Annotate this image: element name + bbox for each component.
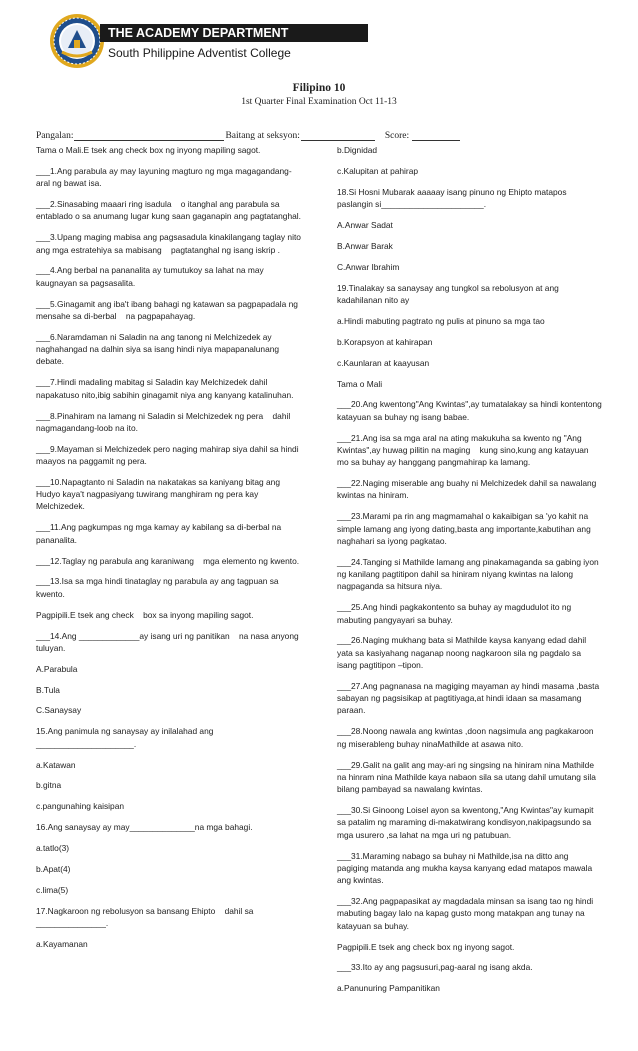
exam-item: ___30.Si Ginoong Loisel ayon sa kwentong,"Ang Kwintas"ay kumapit sa patalim ng maraming di-makatwirang kondisyon,nakipagsundo sa mga usurero ,sa lahat na mga uri ng patubuan. (337, 805, 596, 840)
exam-subtitle: 1st Quarter Final Examination Oct 11-13 (241, 97, 397, 107)
exam-item: B.Anwar Barak (337, 240, 393, 251)
school-header (48, 12, 608, 70)
exam-item: ___1.Ang parabula ay may layuning magturo ng mga magagandang-aral ng bawat isa. (36, 165, 292, 189)
exam-item: ___6.Naramdaman ni Saladin na ang tanong ni Melchizedek ay naghahangad na dalhin siya sa isang hindi niya mapapanalunang debate. (36, 331, 282, 367)
exam-item: ___33.Ito ay ang pagsusuri,pag-aaral ng isang akda. (337, 962, 533, 973)
exam-item: ___32.Ang pagpapasikat ay magdadala minsan sa isang tao ng hindi mabuting bagay lalo na kapag gusto mong matakpan ang tunay na katayuan sa buhay. (337, 896, 596, 931)
exam-item: 19.Tinalakay sa sanaysay ang tungkol sa rebolusyon at ang kadahilanan nito ay (337, 282, 562, 305)
exam-item: A.Anwar Sadat (337, 219, 393, 230)
exam-item: b.Apat(4) (36, 864, 71, 875)
exam-item: ___2.Sinasabing maaari ring isadula o itanghal ang parabula sa entablado o sa anumang lugar kung saan gaganapin ang pagtatanghal. (36, 199, 301, 222)
exam-item: Tama o Mali.E tsek ang check box ng inyong mapiling sagot. (36, 145, 261, 155)
exam-item: c.Kaunlaran at kaayusan (337, 357, 430, 368)
exam-item: ___9.Mayaman si Melchizedek pero naging mahirap siya dahil sa hindi maayos na paggamit ng pera. (36, 443, 301, 466)
score-blank[interactable] (412, 130, 460, 141)
exam-item: ___13.Isa sa mga hindi tinataglay ng parabula ay ang tagpuan sa kwento. (36, 576, 281, 599)
exam-item: ___4.Ang berbal na pananalita ay tumutukoy sa lahat na may kaugnayan sa pagsasalita. (36, 265, 267, 288)
exam-item: ___12.Taglay ng parabula ang karaniwang mga elemento ng kwento. (36, 555, 300, 566)
exam-item: ___8.Pinahiram na lamang ni Saladin si Melchizedek ng pera dahil nagmagandang-loob na ito. (36, 410, 293, 433)
section-label: Baitang at seksyon: (225, 131, 300, 141)
department-name: THE ACADEMY DEPARTMENT (100, 24, 368, 42)
exam-item: c.pangunahing kaisipan (36, 801, 125, 812)
exam-item: ___31.Maraming nabago sa buhay ni Mathilde,isa na ditto ang pagiging matanda ang mukha kaysa kanyang edad matapos mawala ang kwintas. (337, 850, 595, 886)
exam-item: a.Hindi mabuting pagtrato ng pulis at pinuno sa mga tao (337, 315, 545, 326)
exam-item: ___20.Ang kwentong"Ang Kwintas",ay tumatalakay sa hindi kontentong katayuan sa buhay ng isang babae. (337, 399, 605, 422)
exam-item: b.gitna (36, 780, 62, 791)
exam-item: C.Sanaysay (36, 705, 82, 716)
exam-item: ___3.Upang maging mabisa ang pagsasadula kinakilangang taglay nito ang mga estratehiya sa mabisang pagtatanghal ng isang iskrip . (36, 232, 304, 255)
exam-item: ___29.Galit na galit ang may-ari ng singsing na hiniram nina Mathilde na hinram nina Mathilde kaya nabaon sila sa utang dahil umutang sila bilang pambayad sa nawalang kwintas. (337, 759, 604, 795)
section-blank[interactable] (301, 130, 375, 141)
college-name: South Philippine Adventist College (108, 46, 291, 60)
exam-item: 16.Ang sanaysay ay may______________na mga bahagi. (36, 822, 253, 833)
student-info-line (36, 127, 616, 141)
exam-item: B.Tula (36, 684, 60, 695)
exam-item: ___22.Naging miserable ang buahy ni Melchizedek dahil sa nawalang kwintas na hiniram. (337, 478, 599, 501)
exam-item: 15.Ang panimula ng sanaysay ay inilalahad ang _____________________. (36, 726, 216, 749)
exam-item: ___21.Ang isa sa mga aral na ating makukuha sa kwento ng "Ang Kwintas",ay huwag pilitin na maging kung sino,kung ang katayuan mo sa buhay ay hanggang pangmahirap ka lamang. (337, 432, 591, 468)
exam-item: Pagpipili.E tsek ang check box sa inyong mapiling sagot. (36, 609, 254, 620)
right-column (337, 144, 605, 1003)
exam-item: Pagpipili.E tsek ang check box ng inyong sagot. (337, 941, 515, 952)
exam-item: ___5.Ginagamit ang iba't ibang bahagi ng katawan sa pagpapadala ng mensahe sa di-berbal na pagpapahayag. (36, 298, 301, 321)
exam-item: 18.Si Hosni Mubarak aaaaay isang pinuno ng Ehipto matapos paslangin si______________________. (337, 186, 569, 210)
exam-item: ___26.Naging mukhang bata si Mathilde kaysa kanyang edad dahil yata sa kasiyahang naganap noong nagkaroon sila ng pagdalo sa isang pagtitipon –tipon. (337, 635, 589, 670)
exam-item: ___24.Tanging si Mathilde lamang ang pinakamaganda sa gabing iyon ng kanilang pagtitipon dahil sa hiniram niyang kwintas na lalong nagpaganda sa hitsura niya. (337, 556, 602, 592)
score-label: Score: (384, 131, 410, 141)
exam-item: ___7.Hindi madaling mabitag si Saladin kay Melchizedek dahil napakatuso nito,ibig sabihin ginagamit niya ang kanyang katalinuhan. (36, 377, 294, 400)
school-seal-icon (48, 12, 106, 70)
exam-title: Filipino 10 (292, 82, 346, 94)
exam-item: a.tatlo(3) (36, 843, 70, 854)
exam-item: ___28.Noong nawala ang kwintas ,doon nagsimula ang pagkakaroon ng miserableng buhay ninaMathilde at asawa nito. (337, 726, 596, 749)
exam-item: C.Anwar Ibrahim (337, 261, 400, 272)
exam-item: a.Panunuring Pampanitikan (337, 983, 440, 994)
exam-item: ___27.Ang pagnanasa na magiging mayaman ay hindi masama ,basta sabayan ng pagsisikap at pagtitiyaga,at hindi idaan sa masamang paraan. (337, 680, 602, 716)
exam-item: ___25.Ang hindi pagkakontento sa buhay ay magdudulot ito ng mabuting pangyayari sa buhay. (337, 602, 574, 625)
exam-item: ___23.Marami pa rin ang magmamahal o kakaibigan sa 'yo kahit na simple lamang ang iyong dating,basta ang importante,kabutihan ang naghahari sa iyong pagkatao. (337, 511, 594, 546)
exam-item: ___11.Ang pagkumpas ng mga kamay ay kabilang sa di-berbal na pananalita. (36, 522, 284, 545)
exam-item: a.Kayamanan (36, 938, 88, 949)
exam-item: b.Korapsyon at kahirapan (337, 336, 433, 347)
exam-item: c.lima(5) (36, 884, 69, 895)
exam-item: Tama o Mali (337, 378, 383, 389)
exam-item: A.Parabula (36, 663, 78, 674)
exam-item: c.Kalupitan at pahirap (337, 165, 419, 176)
name-label: Pangalan: (36, 131, 74, 141)
exam-item: 17.Nagkaroon ng rebolusyon sa bansang Ehipto dahil sa _______________. (36, 905, 256, 929)
exam-item: ___10.Napagtanto ni Saladin na nakatakas sa kaniyang bitag ang Hudyo kaya't nagpasiyang tuwirang manghiram ng pera kay Melchizedek. (36, 476, 283, 512)
left-column (36, 144, 302, 959)
exam-item: ___14.Ang _____________ay isang uri ng panitikan na nasa anyong tuluyan. (36, 630, 301, 653)
exam-item: a.Katawan (36, 759, 76, 770)
name-blank[interactable] (74, 130, 224, 141)
exam-item: b.Dignidad (337, 145, 378, 155)
